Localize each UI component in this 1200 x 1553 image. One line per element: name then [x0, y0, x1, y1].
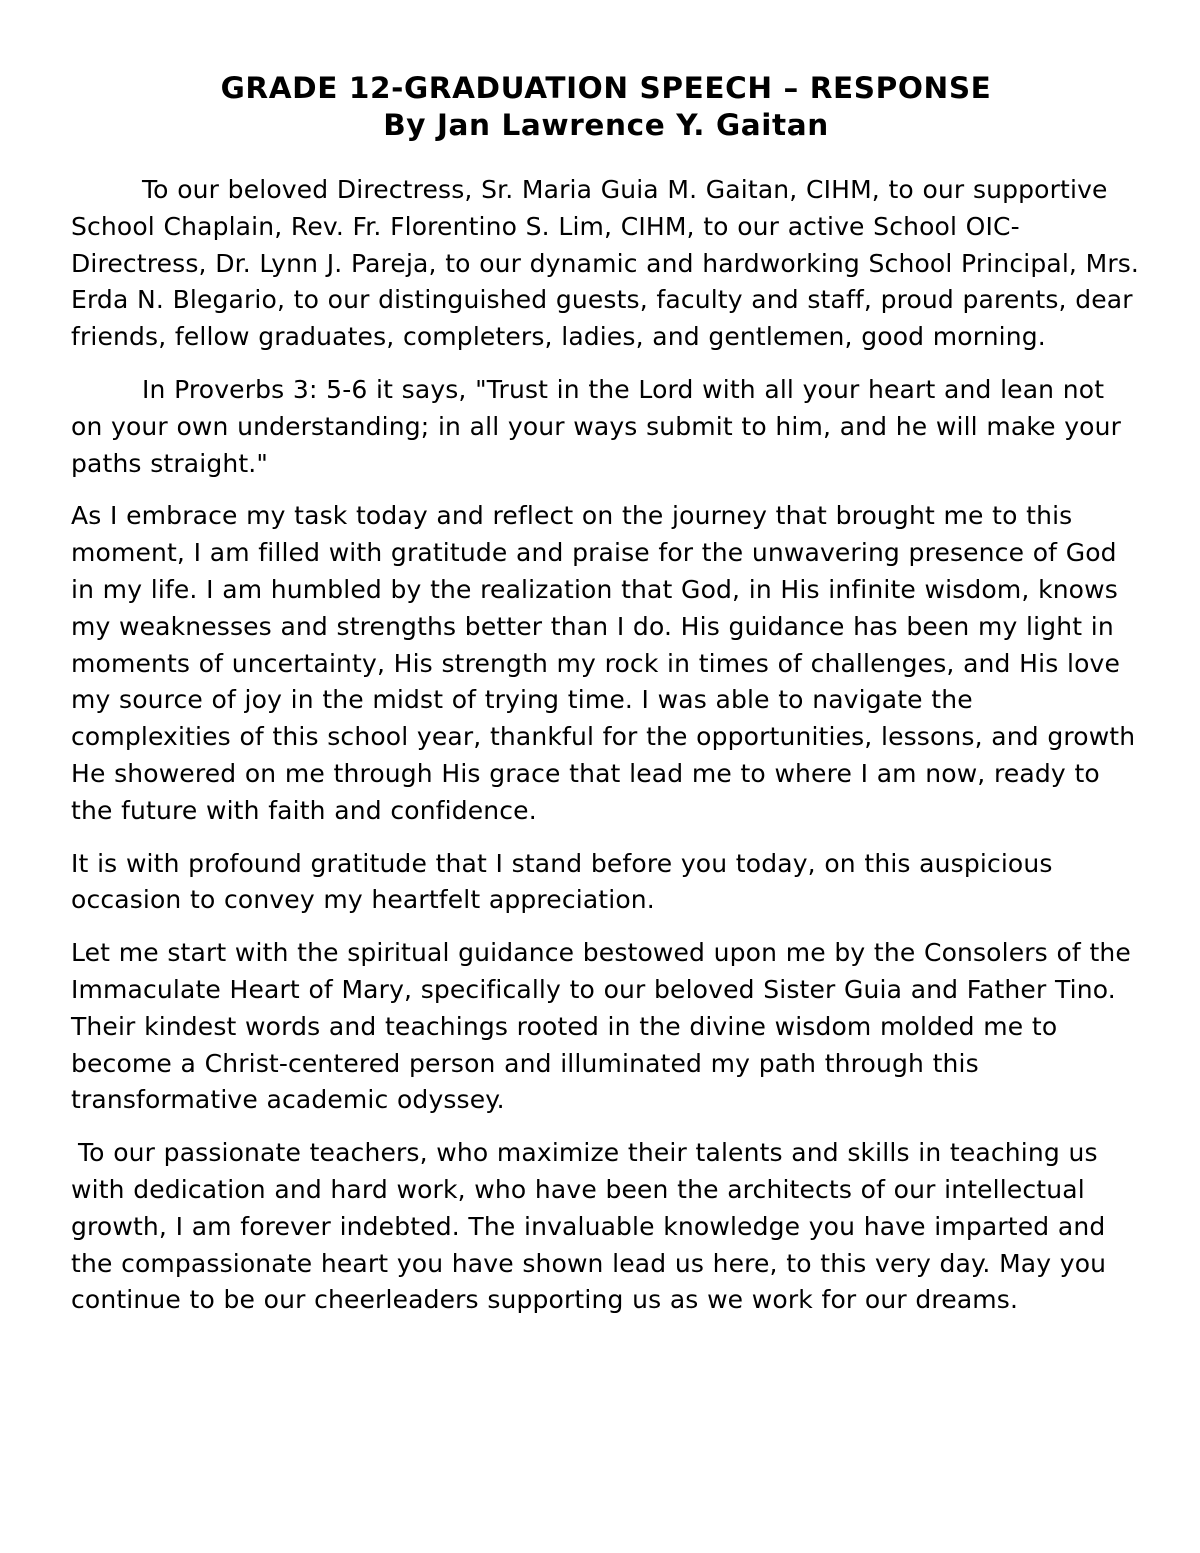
- document-title: GRADE 12-GRADUATION SPEECH – RESPONSE: [220, 71, 992, 105]
- paragraph-gratitude: It is with profound gratitude that I stand before you today, on this auspicious occasion to convey my heartfelt appreciation.: [71, 848, 1053, 915]
- paragraph-proverbs: In Proverbs 3: 5-6 it says, "Trust in the Lord with all your heart and lean not on your own understanding; in all your ways submit to him, and he will make your paths straight.": [71, 374, 1122, 478]
- document-byline: By Jan Lawrence Y. Gaitan: [383, 108, 829, 142]
- paragraph-greeting: To our beloved Directress, Sr. Maria Guia M. Gaitan, CIHM, to our supportive School Chaplain, Rev. Fr. Florentino S. Lim, CIHM, to our active School OIC-Directress, Dr. Lynn J. Pareja, to our dynamic and hardworking School Principal, Mrs. Erda N. Blegario, to our distinguished guests, faculty and staff, proud parents, dear friends, fellow graduates, completers, ladies, and gentlemen, good morning.: [71, 175, 1140, 352]
- paragraph-teachers: To our passionate teachers, who maximize their talents and skills in teaching us with dedication and hard work, who have been the architects of our intellectual growth, I am forever indebted. The invaluable knowledge you have imparted and the compassionate heart you have shown lead us here, to this very day. May you continue to be our cheerleaders supporting us as we work for our dreams.: [71, 1138, 1107, 1315]
- speech-body: [71, 172, 1141, 1319]
- title-block: [71, 70, 1141, 144]
- paragraph-spiritual-guidance: Let me start with the spiritual guidance bestowed upon me by the Consolers of the Immaculate Heart of Mary, specifically to our beloved Sister Guia and Father Tino. Their kindest words and teachings rooted in the divine wisdom molded me to become a Christ-centered person and illuminated my path through this transformative academic odyssey.: [71, 938, 1131, 1115]
- paragraph-reflection: As I embrace my task today and reflect on the journey that brought me to this moment, I am filled with gratitude and praise for the unwavering presence of God in my life. I am humbled by the realization that God, in His infinite wisdom, knows my weaknesses and strengths better than I do. His guidance has been my light in moments of uncertainty, His strength my rock in times of challenges, and His love my source of joy in the midst of trying time. I was able to navigate the complexities of this school year, thankful for the opportunities, lessons, and growth He showered on me through His grace that lead me to where I am now, ready to the future with faith and confidence.: [71, 501, 1136, 825]
- document-page: [71, 70, 1141, 1335]
